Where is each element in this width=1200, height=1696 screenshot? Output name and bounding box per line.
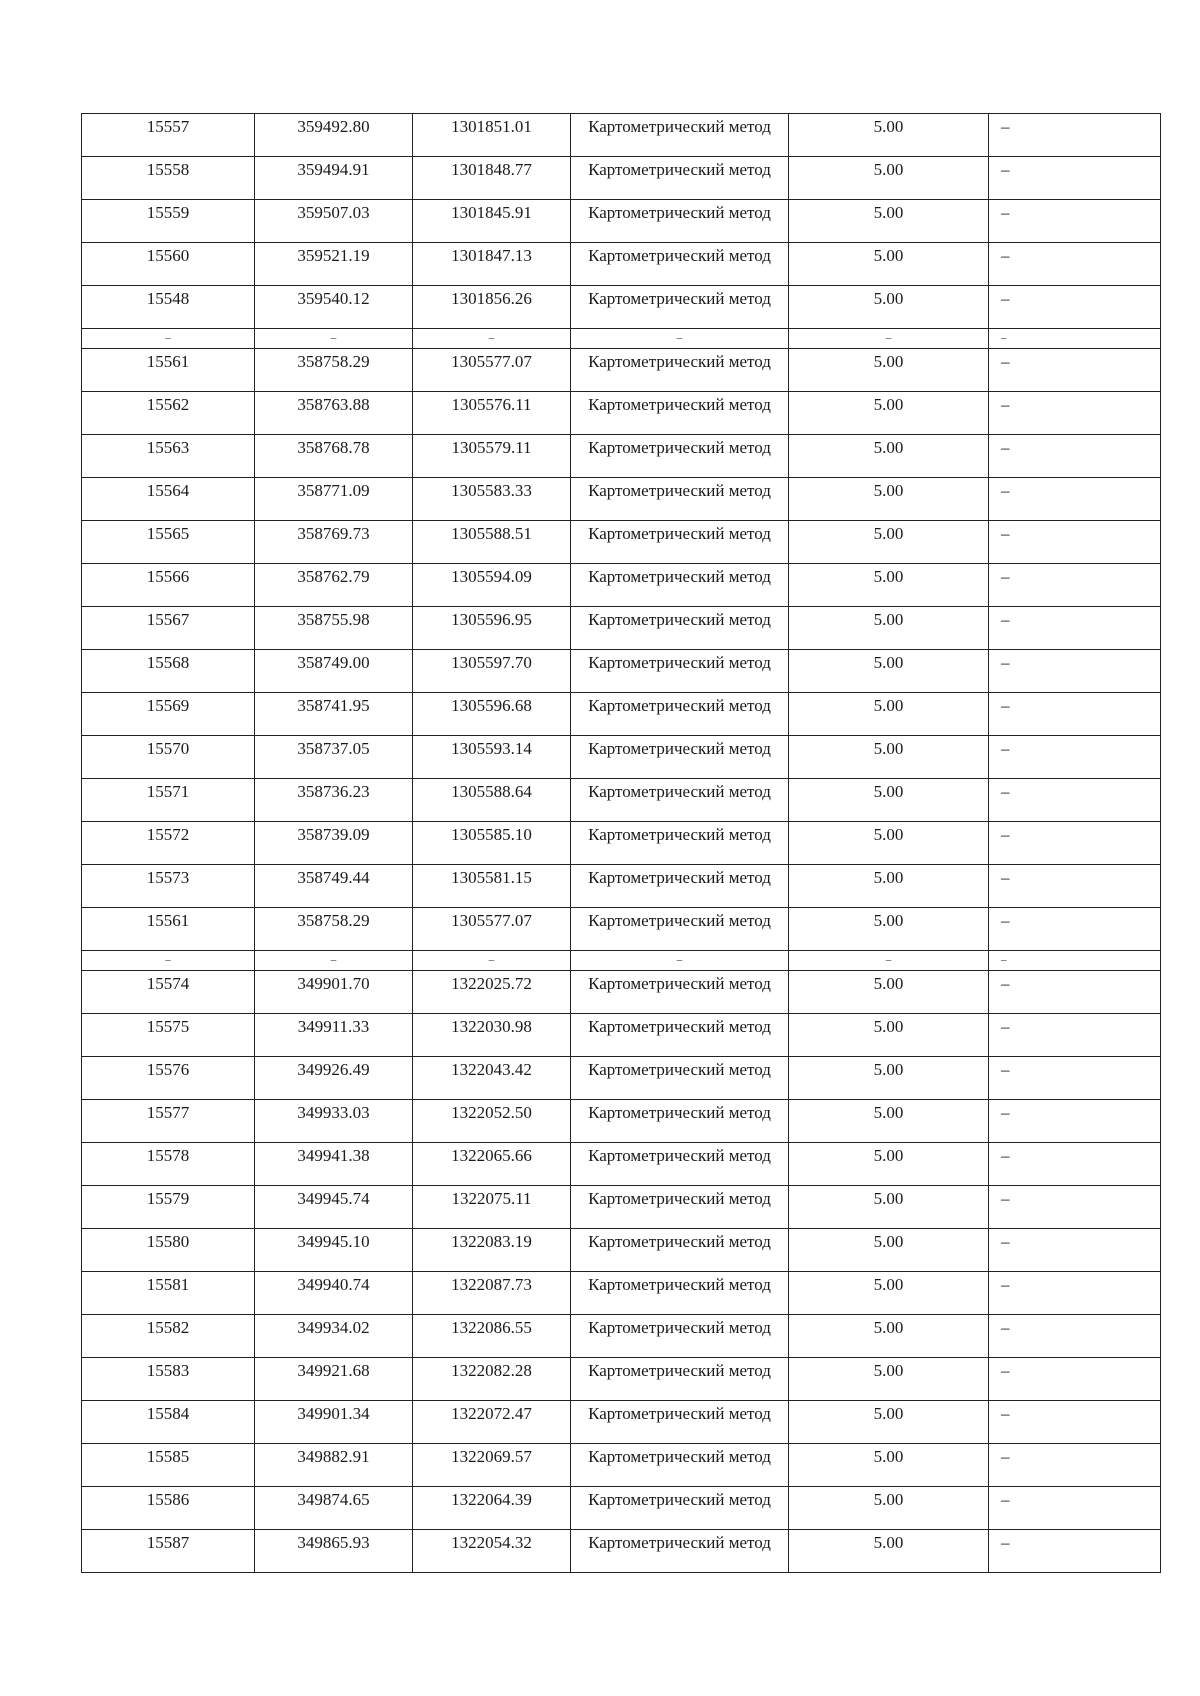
method-cell: [571, 243, 789, 286]
table-row: [82, 478, 1161, 521]
method-text: Картометрический метод: [588, 117, 771, 136]
y-coordinate-cell: 1301851.01: [413, 114, 571, 157]
description-cell: –: [989, 693, 1161, 736]
point-number-cell: 15569: [82, 693, 255, 736]
method-cell: [571, 521, 789, 564]
accuracy-cell: 5.00: [789, 607, 989, 650]
method-text: Картометрический метод: [588, 395, 771, 414]
method-text: Картометрический метод: [588, 1490, 771, 1509]
table-row: [82, 1014, 1161, 1057]
table-row: [82, 564, 1161, 607]
point-number-cell: 15587: [82, 1530, 255, 1573]
y-coordinate-cell: 1322083.19: [413, 1229, 571, 1272]
method-cell: [571, 650, 789, 693]
method-text: Картометрический метод: [588, 739, 771, 758]
method-text: Картометрический метод: [588, 246, 771, 265]
point-number-cell: 15586: [82, 1487, 255, 1530]
y-coordinate-cell: 1322072.47: [413, 1401, 571, 1444]
method-cell: [571, 157, 789, 200]
method-cell: [571, 1186, 789, 1229]
x-coordinate-cell: 349865.93: [255, 1530, 413, 1573]
y-coordinate-cell: 1301848.77: [413, 157, 571, 200]
method-cell: [571, 392, 789, 435]
x-coordinate-cell: 349945.10: [255, 1229, 413, 1272]
description-cell: –: [989, 908, 1161, 951]
accuracy-cell: –: [789, 329, 989, 349]
x-coordinate-cell: 359540.12: [255, 286, 413, 329]
accuracy-cell: 5.00: [789, 908, 989, 951]
method-cell: [571, 779, 789, 822]
x-coordinate-cell: 349940.74: [255, 1272, 413, 1315]
description-cell: –: [989, 286, 1161, 329]
y-coordinate-cell: 1305593.14: [413, 736, 571, 779]
method-cell: [571, 1487, 789, 1530]
method-cell: [571, 1358, 789, 1401]
accuracy-cell: 5.00: [789, 564, 989, 607]
y-coordinate-cell: 1305581.15: [413, 865, 571, 908]
point-number-cell: 15582: [82, 1315, 255, 1358]
accuracy-cell: 5.00: [789, 1186, 989, 1229]
coordinates-table: [81, 113, 1161, 1573]
y-coordinate-cell: 1322069.57: [413, 1444, 571, 1487]
table-row: [82, 1401, 1161, 1444]
y-coordinate-cell: 1322025.72: [413, 971, 571, 1014]
accuracy-cell: 5.00: [789, 1444, 989, 1487]
method-cell: [571, 349, 789, 392]
table-row: [82, 1530, 1161, 1573]
point-number-cell: 15577: [82, 1100, 255, 1143]
accuracy-cell: 5.00: [789, 521, 989, 564]
accuracy-cell: 5.00: [789, 650, 989, 693]
table-row: [82, 908, 1161, 951]
y-coordinate-cell: 1305596.68: [413, 693, 571, 736]
method-cell: [571, 1444, 789, 1487]
x-coordinate-cell: –: [255, 329, 413, 349]
description-cell: –: [989, 971, 1161, 1014]
method-cell: [571, 1100, 789, 1143]
x-coordinate-cell: 358741.95: [255, 693, 413, 736]
x-coordinate-cell: 358749.44: [255, 865, 413, 908]
y-coordinate-cell: 1322065.66: [413, 1143, 571, 1186]
accuracy-cell: 5.00: [789, 114, 989, 157]
x-coordinate-cell: 358769.73: [255, 521, 413, 564]
y-coordinate-cell: 1322043.42: [413, 1057, 571, 1100]
accuracy-cell: 5.00: [789, 1358, 989, 1401]
point-number-cell: 15571: [82, 779, 255, 822]
table-row: [82, 1315, 1161, 1358]
method-text: Картометрический метод: [588, 1404, 771, 1423]
y-coordinate-cell: 1305585.10: [413, 822, 571, 865]
x-coordinate-cell: 349921.68: [255, 1358, 413, 1401]
y-coordinate-cell: 1301856.26: [413, 286, 571, 329]
description-cell: –: [989, 243, 1161, 286]
method-text: Картометрический метод: [588, 203, 771, 222]
y-coordinate-cell: 1322082.28: [413, 1358, 571, 1401]
description-cell: –: [989, 1444, 1161, 1487]
y-coordinate-cell: 1322030.98: [413, 1014, 571, 1057]
y-coordinate-cell: 1322064.39: [413, 1487, 571, 1530]
method-text: Картометрический метод: [588, 1017, 771, 1036]
x-coordinate-cell: 358739.09: [255, 822, 413, 865]
description-cell: –: [989, 478, 1161, 521]
method-cell: [571, 865, 789, 908]
accuracy-cell: 5.00: [789, 200, 989, 243]
accuracy-cell: 5.00: [789, 1014, 989, 1057]
description-cell: –: [989, 650, 1161, 693]
y-coordinate-cell: 1305596.95: [413, 607, 571, 650]
method-text: Картометрический метод: [588, 438, 771, 457]
method-text: Картометрический метод: [588, 1146, 771, 1165]
y-coordinate-cell: 1305597.70: [413, 650, 571, 693]
table-row: [82, 971, 1161, 1014]
point-number-cell: 15575: [82, 1014, 255, 1057]
method-text: Картометрический метод: [588, 1533, 771, 1552]
table-row: [82, 200, 1161, 243]
x-coordinate-cell: –: [255, 951, 413, 971]
x-coordinate-cell: 358749.00: [255, 650, 413, 693]
method-text: Картометрический метод: [588, 911, 771, 930]
method-text: Картометрический метод: [588, 524, 771, 543]
x-coordinate-cell: 359507.03: [255, 200, 413, 243]
x-coordinate-cell: 358763.88: [255, 392, 413, 435]
point-number-cell: 15560: [82, 243, 255, 286]
method-text: Картометрический метод: [588, 481, 771, 500]
separator-row: [82, 329, 1161, 349]
x-coordinate-cell: 349945.74: [255, 1186, 413, 1229]
point-number-cell: 15561: [82, 908, 255, 951]
method-text: Картометрический метод: [588, 868, 771, 887]
point-number-cell: 15561: [82, 349, 255, 392]
table-row: [82, 114, 1161, 157]
accuracy-cell: 5.00: [789, 1487, 989, 1530]
y-coordinate-cell: 1305583.33: [413, 478, 571, 521]
point-number-cell: 15565: [82, 521, 255, 564]
accuracy-cell: 5.00: [789, 392, 989, 435]
description-cell: –: [989, 1530, 1161, 1573]
description-cell: –: [989, 822, 1161, 865]
y-coordinate-cell: 1305588.51: [413, 521, 571, 564]
point-number-cell: 15570: [82, 736, 255, 779]
method-cell: [571, 286, 789, 329]
table-row: [82, 1444, 1161, 1487]
table-row: [82, 1358, 1161, 1401]
description-cell: –: [989, 607, 1161, 650]
accuracy-cell: 5.00: [789, 243, 989, 286]
accuracy-cell: 5.00: [789, 1143, 989, 1186]
x-coordinate-cell: 359494.91: [255, 157, 413, 200]
point-number-cell: 15572: [82, 822, 255, 865]
accuracy-cell: 5.00: [789, 736, 989, 779]
method-cell: [571, 1143, 789, 1186]
x-coordinate-cell: 358737.05: [255, 736, 413, 779]
accuracy-cell: 5.00: [789, 693, 989, 736]
accuracy-cell: 5.00: [789, 822, 989, 865]
table-row: [82, 243, 1161, 286]
method-cell: [571, 564, 789, 607]
accuracy-cell: 5.00: [789, 779, 989, 822]
method-text: Картометрический метод: [588, 289, 771, 308]
table-row: [82, 693, 1161, 736]
method-text: Картометрический метод: [588, 653, 771, 672]
point-number-cell: 15567: [82, 607, 255, 650]
description-cell: –: [989, 1014, 1161, 1057]
table-row: [82, 650, 1161, 693]
method-text: Картометрический метод: [588, 1275, 771, 1294]
point-number-cell: 15576: [82, 1057, 255, 1100]
y-coordinate-cell: 1305577.07: [413, 349, 571, 392]
accuracy-cell: 5.00: [789, 1057, 989, 1100]
table-row: [82, 1057, 1161, 1100]
method-cell: [571, 200, 789, 243]
accuracy-cell: 5.00: [789, 1272, 989, 1315]
y-coordinate-cell: –: [413, 951, 571, 971]
x-coordinate-cell: 349941.38: [255, 1143, 413, 1186]
method-cell: [571, 736, 789, 779]
method-cell: [571, 822, 789, 865]
x-coordinate-cell: 358758.29: [255, 349, 413, 392]
accuracy-cell: 5.00: [789, 1229, 989, 1272]
method-cell: –: [571, 951, 789, 971]
point-number-cell: 15564: [82, 478, 255, 521]
table-row: [82, 435, 1161, 478]
method-cell: [571, 1315, 789, 1358]
point-number-cell: 15583: [82, 1358, 255, 1401]
table-row: [82, 157, 1161, 200]
accuracy-cell: 5.00: [789, 435, 989, 478]
x-coordinate-cell: 359521.19: [255, 243, 413, 286]
x-coordinate-cell: 358755.98: [255, 607, 413, 650]
y-coordinate-cell: 1305594.09: [413, 564, 571, 607]
method-cell: [571, 1272, 789, 1315]
description-cell: –: [989, 200, 1161, 243]
description-cell: –: [989, 951, 1161, 971]
point-number-cell: 15562: [82, 392, 255, 435]
coordinates-table-body: [82, 114, 1161, 1573]
description-cell: –: [989, 1487, 1161, 1530]
x-coordinate-cell: 349874.65: [255, 1487, 413, 1530]
x-coordinate-cell: 358758.29: [255, 908, 413, 951]
x-coordinate-cell: 349882.91: [255, 1444, 413, 1487]
point-number-cell: 15580: [82, 1229, 255, 1272]
x-coordinate-cell: 358762.79: [255, 564, 413, 607]
description-cell: –: [989, 564, 1161, 607]
method-cell: [571, 114, 789, 157]
method-cell: [571, 971, 789, 1014]
method-text: Картометрический метод: [588, 825, 771, 844]
description-cell: –: [989, 1272, 1161, 1315]
y-coordinate-cell: 1305577.07: [413, 908, 571, 951]
method-text: Картометрический метод: [588, 1318, 771, 1337]
method-text: Картометрический метод: [588, 696, 771, 715]
description-cell: –: [989, 392, 1161, 435]
description-cell: –: [989, 1186, 1161, 1229]
accuracy-cell: –: [789, 951, 989, 971]
table-row: [82, 865, 1161, 908]
point-number-cell: 15563: [82, 435, 255, 478]
x-coordinate-cell: 349933.03: [255, 1100, 413, 1143]
table-row: [82, 1143, 1161, 1186]
point-number-cell: 15557: [82, 114, 255, 157]
y-coordinate-cell: 1322054.32: [413, 1530, 571, 1573]
method-text: Картометрический метод: [588, 1447, 771, 1466]
method-text: Картометрический метод: [588, 610, 771, 629]
method-cell: [571, 1401, 789, 1444]
table-row: [82, 286, 1161, 329]
method-text: Картометрический метод: [588, 974, 771, 993]
point-number-cell: 15559: [82, 200, 255, 243]
point-number-cell: 15574: [82, 971, 255, 1014]
point-number-cell: 15573: [82, 865, 255, 908]
method-text: Картометрический метод: [588, 1060, 771, 1079]
method-text: Картометрический метод: [588, 1189, 771, 1208]
table-row: [82, 1186, 1161, 1229]
method-text: Картометрический метод: [588, 1232, 771, 1251]
point-number-cell: –: [82, 329, 255, 349]
method-cell: [571, 435, 789, 478]
description-cell: –: [989, 1057, 1161, 1100]
accuracy-cell: 5.00: [789, 349, 989, 392]
table-row: [82, 822, 1161, 865]
separator-row: [82, 951, 1161, 971]
y-coordinate-cell: 1305579.11: [413, 435, 571, 478]
description-cell: –: [989, 779, 1161, 822]
method-text: Картометрический метод: [588, 160, 771, 179]
y-coordinate-cell: 1305576.11: [413, 392, 571, 435]
point-number-cell: 15579: [82, 1186, 255, 1229]
table-row: [82, 1100, 1161, 1143]
method-cell: [571, 693, 789, 736]
y-coordinate-cell: 1322087.73: [413, 1272, 571, 1315]
point-number-cell: 15584: [82, 1401, 255, 1444]
method-cell: [571, 1530, 789, 1573]
method-cell: [571, 1057, 789, 1100]
table-row: [82, 1229, 1161, 1272]
accuracy-cell: 5.00: [789, 478, 989, 521]
description-cell: –: [989, 157, 1161, 200]
x-coordinate-cell: 349901.70: [255, 971, 413, 1014]
method-cell: –: [571, 329, 789, 349]
description-cell: –: [989, 521, 1161, 564]
table-row: [82, 779, 1161, 822]
method-text: Картометрический метод: [588, 352, 771, 371]
description-cell: –: [989, 1229, 1161, 1272]
x-coordinate-cell: 358771.09: [255, 478, 413, 521]
accuracy-cell: 5.00: [789, 157, 989, 200]
point-number-cell: 15558: [82, 157, 255, 200]
method-text: Картометрический метод: [588, 782, 771, 801]
point-number-cell: 15578: [82, 1143, 255, 1186]
description-cell: –: [989, 349, 1161, 392]
table-row: [82, 1487, 1161, 1530]
method-cell: [571, 607, 789, 650]
x-coordinate-cell: 349926.49: [255, 1057, 413, 1100]
point-number-cell: 15585: [82, 1444, 255, 1487]
accuracy-cell: 5.00: [789, 1530, 989, 1573]
y-coordinate-cell: 1301847.13: [413, 243, 571, 286]
description-cell: –: [989, 435, 1161, 478]
table-row: [82, 521, 1161, 564]
x-coordinate-cell: 349901.34: [255, 1401, 413, 1444]
description-cell: –: [989, 865, 1161, 908]
y-coordinate-cell: 1301845.91: [413, 200, 571, 243]
description-cell: –: [989, 1143, 1161, 1186]
point-number-cell: 15568: [82, 650, 255, 693]
table-row: [82, 349, 1161, 392]
accuracy-cell: 5.00: [789, 286, 989, 329]
x-coordinate-cell: 358736.23: [255, 779, 413, 822]
description-cell: –: [989, 736, 1161, 779]
y-coordinate-cell: –: [413, 329, 571, 349]
accuracy-cell: 5.00: [789, 1401, 989, 1444]
y-coordinate-cell: 1322052.50: [413, 1100, 571, 1143]
method-cell: [571, 908, 789, 951]
y-coordinate-cell: 1322075.11: [413, 1186, 571, 1229]
description-cell: –: [989, 1315, 1161, 1358]
method-text: Картометрический метод: [588, 567, 771, 586]
table-row: [82, 1272, 1161, 1315]
description-cell: –: [989, 1100, 1161, 1143]
accuracy-cell: 5.00: [789, 1315, 989, 1358]
description-cell: –: [989, 1401, 1161, 1444]
point-number-cell: 15548: [82, 286, 255, 329]
method-text: Картометрический метод: [588, 1103, 771, 1122]
table-row: [82, 736, 1161, 779]
table-row: [82, 607, 1161, 650]
description-cell: –: [989, 329, 1161, 349]
point-number-cell: 15566: [82, 564, 255, 607]
method-cell: [571, 1229, 789, 1272]
accuracy-cell: 5.00: [789, 865, 989, 908]
y-coordinate-cell: 1305588.64: [413, 779, 571, 822]
y-coordinate-cell: 1322086.55: [413, 1315, 571, 1358]
table-row: [82, 392, 1161, 435]
description-cell: –: [989, 114, 1161, 157]
description-cell: –: [989, 1358, 1161, 1401]
point-number-cell: –: [82, 951, 255, 971]
method-cell: [571, 1014, 789, 1057]
x-coordinate-cell: 349934.02: [255, 1315, 413, 1358]
method-cell: [571, 478, 789, 521]
x-coordinate-cell: 359492.80: [255, 114, 413, 157]
method-text: Картометрический метод: [588, 1361, 771, 1380]
accuracy-cell: 5.00: [789, 1100, 989, 1143]
point-number-cell: 15581: [82, 1272, 255, 1315]
x-coordinate-cell: 358768.78: [255, 435, 413, 478]
accuracy-cell: 5.00: [789, 971, 989, 1014]
x-coordinate-cell: 349911.33: [255, 1014, 413, 1057]
